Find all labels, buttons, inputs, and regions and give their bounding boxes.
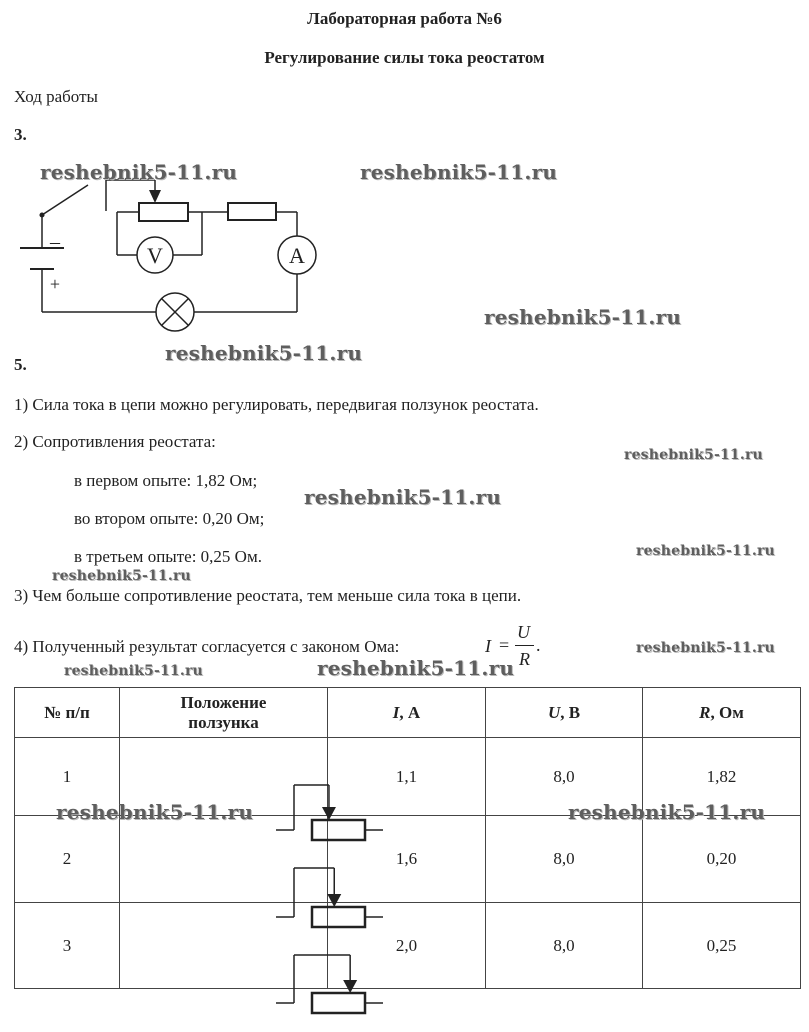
watermark: reshebnik5-11.ru [165, 341, 363, 365]
formula-denominator: R [519, 649, 530, 669]
header-current: I, А [328, 688, 486, 738]
formula-numerator: U [517, 622, 530, 642]
watermark: reshebnik5-11.ru [568, 800, 766, 824]
answer-1: 1) Сила тока в цепи можно регулировать, передвигая ползунок реостата. [14, 395, 539, 414]
battery-minus-label: – [50, 231, 60, 253]
resistance-value: 0,20 [643, 816, 801, 903]
ammeter-label: A [289, 243, 305, 268]
voltage-value: 8,0 [486, 903, 643, 989]
current-value: 2,0 [328, 903, 486, 989]
slider-position-3 [120, 903, 328, 989]
circuit-diagram [0, 0, 809, 400]
battery-plus-label: + [49, 274, 61, 294]
row-number: 2 [15, 816, 120, 903]
watermark: reshebnik5-11.ru [40, 160, 238, 184]
row-number: 3 [15, 903, 120, 989]
current-value: 1,6 [328, 816, 486, 903]
watermark: reshebnik5-11.ru [636, 640, 775, 656]
current-value: 1,1 [328, 738, 486, 816]
slider-arrow [149, 190, 161, 203]
answer-4: 4) Полученный результат согласуется с законом Ома: [14, 637, 400, 656]
header-resistance: R, Ом [643, 688, 801, 738]
resistance-value: 1,82 [643, 738, 801, 816]
resistor [228, 203, 276, 220]
procedure-label: Ход работы [14, 87, 98, 106]
slider-position-2 [120, 816, 328, 903]
rheostat [139, 203, 188, 221]
answer-3: 3) Чем больше сопротивление реостата, тем меньше сила тока в цепи. [14, 586, 522, 605]
voltage-value: 8,0 [486, 738, 643, 816]
formula-equals: = [499, 635, 510, 655]
watermark: reshebnik5-11.ru [624, 447, 763, 463]
page-title: Лабораторная работа №6 [307, 9, 502, 28]
section-3-number: 3. [14, 125, 27, 144]
watermark: reshebnik5-11.ru [317, 656, 515, 680]
slider-arrow [327, 894, 341, 907]
watermark: reshebnik5-11.ru [360, 160, 558, 184]
header-voltage: U, В [486, 688, 643, 738]
voltage-value: 8,0 [486, 816, 643, 903]
formula-current: I [485, 636, 491, 656]
switch-lever [42, 185, 88, 215]
watermark: reshebnik5-11.ru [52, 568, 191, 584]
resistance-value: 0,25 [643, 903, 801, 989]
rheostat-body [312, 993, 365, 1013]
watermark: reshebnik5-11.ru [636, 543, 775, 559]
resistance-3: в третьем опыте: 0,25 Ом. [74, 547, 262, 566]
fraction-bar [515, 645, 534, 646]
watermark: reshebnik5-11.ru [304, 485, 502, 509]
voltmeter-label: V [147, 243, 163, 268]
row-number: 1 [15, 738, 120, 816]
table-header-row [15, 688, 801, 738]
watermark: reshebnik5-11.ru [64, 663, 203, 679]
answer-2: 2) Сопротивления реостата: [14, 432, 216, 451]
resistance-1: в первом опыте: 1,82 Ом; [74, 471, 258, 490]
section-5-number: 5. [14, 355, 27, 374]
header-slider: Положение ползунка [120, 688, 328, 738]
formula-period: . [536, 635, 541, 655]
results-table [14, 687, 801, 989]
watermark: reshebnik5-11.ru [484, 305, 682, 329]
slider-diagram [224, 946, 432, 1032]
header-num: № п/п [15, 688, 120, 738]
watermark: reshebnik5-11.ru [56, 800, 254, 824]
rheostat-symbol [276, 955, 383, 1013]
page-subtitle: Регулирование силы тока реостатом [264, 48, 545, 67]
resistance-2: во втором опыте: 0,20 Ом; [74, 509, 265, 528]
slider-arrow [343, 980, 357, 993]
